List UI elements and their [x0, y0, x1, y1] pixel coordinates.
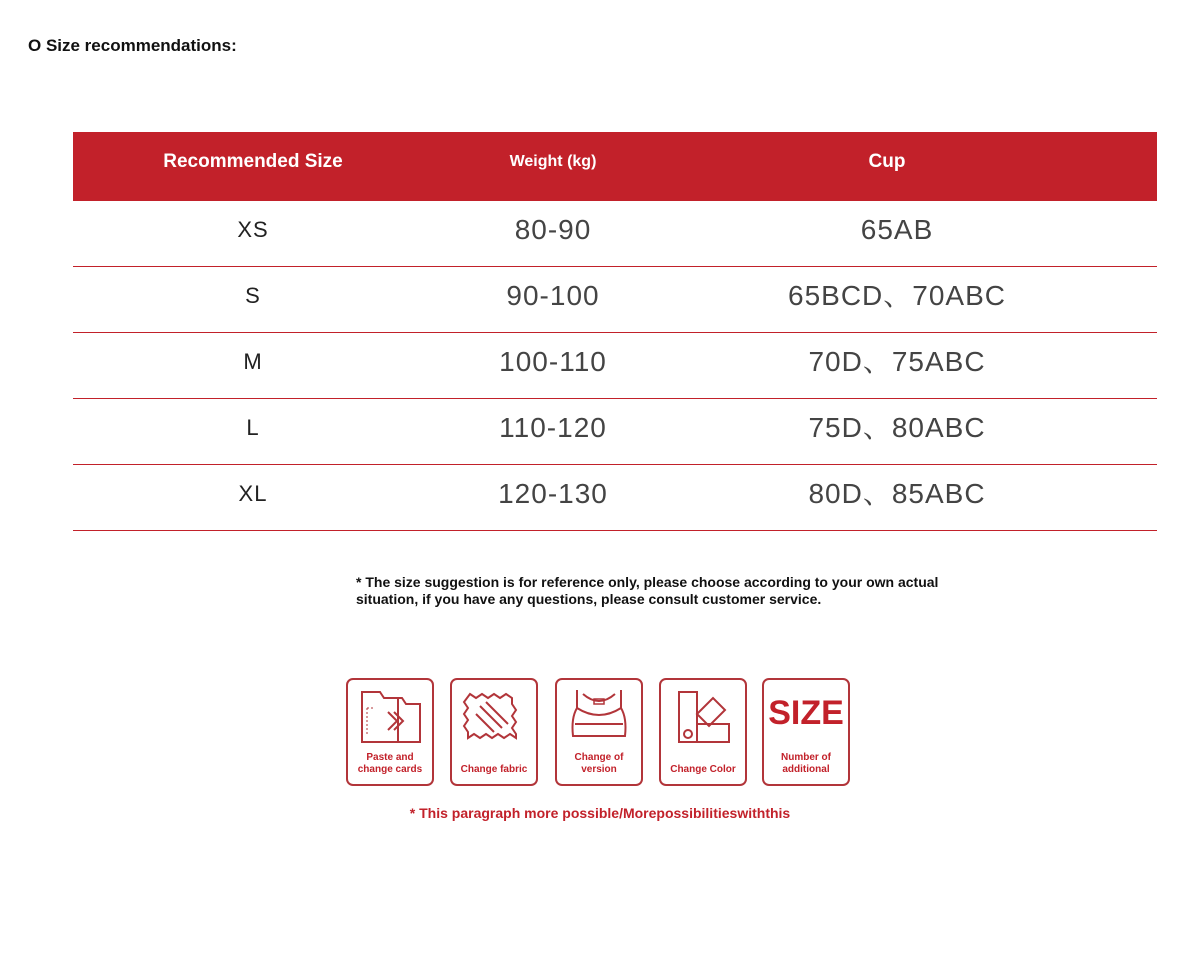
size-table — [73, 132, 1157, 531]
size-cell: M — [243, 349, 263, 374]
size-icon: SIZE — [768, 694, 844, 732]
cup-cell: 65AB — [860, 214, 934, 245]
table-row — [73, 333, 1157, 399]
service-card-fabric — [450, 678, 538, 786]
weight-cell: 80-90 — [514, 214, 592, 245]
cup-cell: 75D、80ABC — [808, 412, 986, 443]
table-row — [73, 267, 1157, 333]
table-row — [73, 201, 1157, 267]
fabric-icon — [452, 684, 536, 754]
service-label: Number of additional — [781, 752, 831, 775]
service-label: Change fabric — [460, 764, 528, 775]
header-recommended-size: Recommended Size — [163, 151, 343, 172]
size-cell: S — [245, 283, 261, 308]
weight-cell: 100-110 — [499, 346, 607, 377]
weight-cell: 90-100 — [506, 280, 600, 311]
service-label: Change of version — [574, 752, 624, 775]
cup-cell: 80D、85ABC — [808, 478, 986, 509]
cards-icon — [348, 684, 432, 754]
weight-cell: 110-120 — [499, 412, 607, 443]
table-header — [73, 132, 1157, 201]
footer-note: * This paragraph more possible/Morepossibilitieswiththis — [409, 805, 791, 821]
service-card-version — [555, 678, 643, 786]
bra-icon — [557, 684, 641, 754]
service-card-color — [659, 678, 747, 786]
size-cell: L — [246, 415, 260, 440]
service-label: Paste and change cards — [357, 752, 423, 775]
header-weight: Weight (kg) — [509, 153, 597, 170]
table-row — [73, 465, 1157, 531]
page-heading: O Size recommendations: — [28, 36, 237, 55]
header-cup: Cup — [868, 151, 906, 172]
service-card-size — [762, 678, 850, 786]
service-card-cards — [346, 678, 434, 786]
weight-cell: 120-130 — [498, 478, 608, 509]
table-row — [73, 399, 1157, 465]
color-swatch-icon — [661, 684, 745, 754]
cup-cell: 70D、75ABC — [808, 346, 986, 377]
cup-cell: 65BCD、70ABC — [788, 280, 1006, 311]
size-disclaimer: * The size suggestion is for reference only, please choose according to your own actual situation, if you have any questions, please consult customer service. — [356, 574, 939, 607]
size-cell: XL — [238, 481, 268, 506]
size-cell: XS — [237, 217, 269, 242]
service-label: Change Color — [670, 764, 736, 775]
